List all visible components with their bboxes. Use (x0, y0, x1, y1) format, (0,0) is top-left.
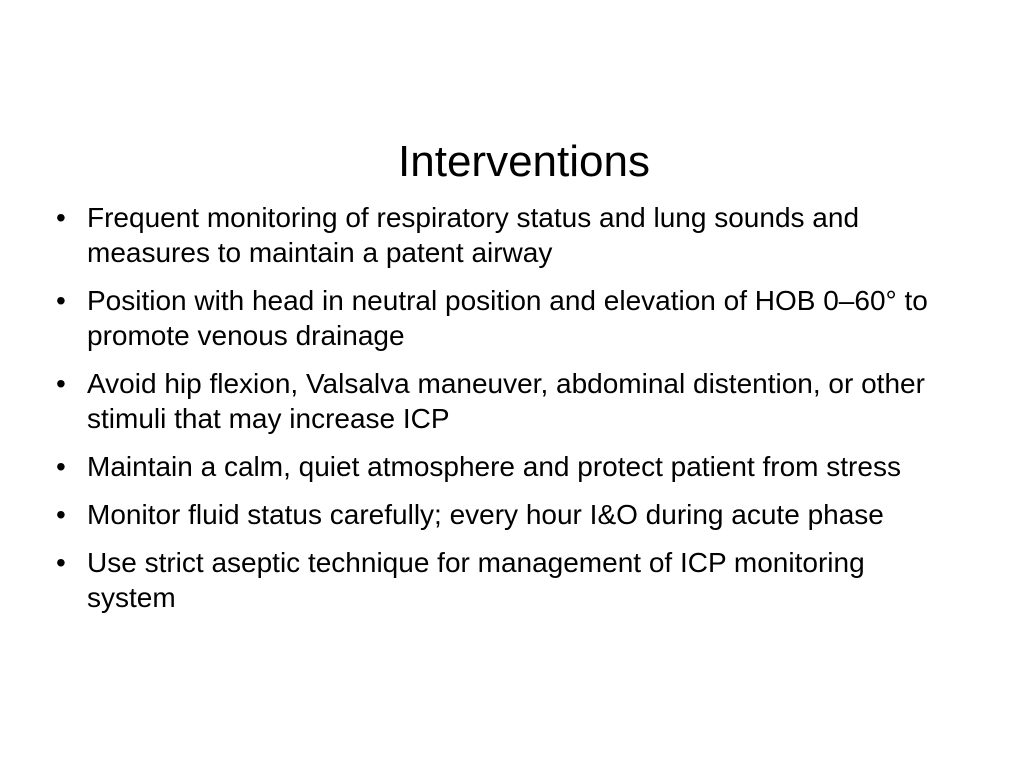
bullet-item (56, 200, 956, 270)
bullet-item (56, 497, 956, 532)
bullet-text: Monitor fluid status carefully; every hour I&O during acute phase (87, 499, 884, 530)
bullet-text: Maintain a calm, quiet atmosphere and protect patient from stress (87, 451, 901, 482)
bullet-dot-icon: • (56, 202, 66, 233)
bullet-list (56, 200, 956, 628)
bullet-dot-icon: • (56, 285, 66, 316)
bullet-item (56, 545, 956, 615)
bullet-item (56, 283, 956, 353)
bullet-item (56, 449, 956, 484)
slide-title: Interventions (398, 137, 650, 186)
bullet-text: Frequent monitoring of respiratory status and lung sounds and measures to maintain a patent airway (87, 202, 860, 268)
bullet-text: Position with head in neutral position and elevation of HOB 0–60° to promote venous drainage (87, 285, 928, 351)
bullet-dot-icon: • (56, 451, 66, 482)
bullet-text: Avoid hip flexion, Valsalva maneuver, abdominal distention, or other stimuli that may increase ICP (87, 368, 925, 434)
bullet-dot-icon: • (56, 547, 66, 578)
bullet-dot-icon: • (56, 368, 66, 399)
bullet-dot-icon: • (56, 499, 66, 530)
bullet-item (56, 366, 956, 436)
bullet-text: Use strict aseptic technique for management of ICP monitoring system (87, 547, 865, 613)
